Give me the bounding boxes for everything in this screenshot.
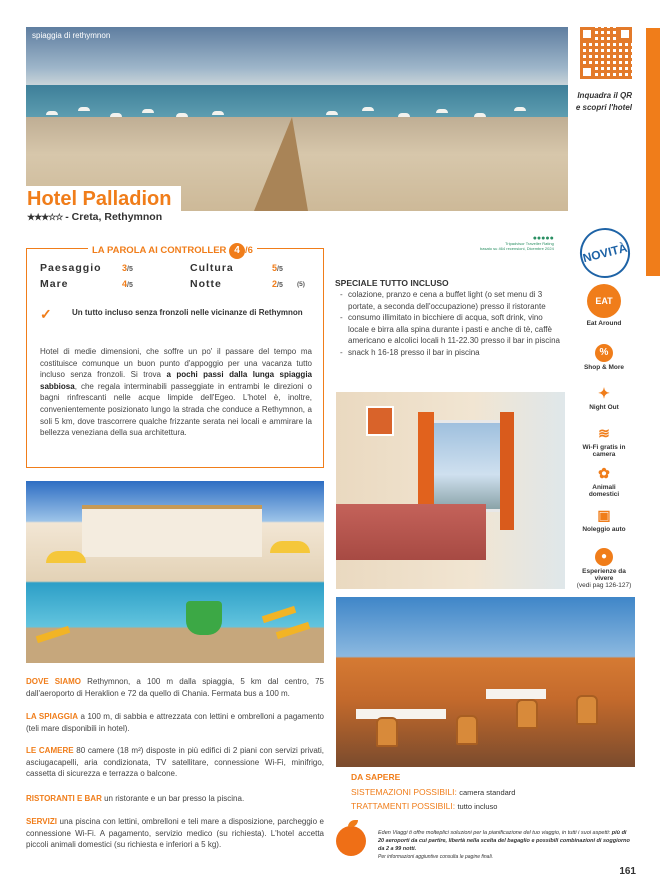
section-tab	[646, 28, 660, 276]
controller-title: LA PAROLA AI CONTROLLER 4 /6	[88, 243, 257, 259]
photo-caption: spiaggia di rethymnon	[32, 31, 111, 40]
rating-label: Paesaggio	[40, 262, 102, 274]
rating-label: Notte	[190, 278, 222, 290]
eat-around-icon: EAT	[587, 284, 621, 318]
description: Hotel di medie dimensioni, che soffre un po' il passare del tempo ma costituisce comunque un buon punto d'appoggio per una vacanza tutto incluso senza fronzoli. Si trova a pochi passi dalla lunga spiaggia sabbiosa, che regala interminabili passeggiate in entrambi le direzioni o bagni rinfrescanti nelle acque limpide dell'Egeo. L'hotel è, inoltre, convenientemente posizionato lungo la strada che conduce a Rethymnon, a soli 5 km, dove trascorrere qualche frizzante serata nei locali e ammirare la bellezza veneziana della sua architettura.	[40, 347, 312, 438]
rating-label: Cultura	[190, 262, 234, 274]
experience-item: ● Esperienze da vivere (vedi pag 126-127)	[572, 548, 636, 589]
pets-icon: ✿	[598, 465, 610, 481]
experience-icon: ●	[595, 548, 613, 566]
checkmark-icon: ✓	[40, 306, 52, 322]
rating-value: 2/5	[272, 279, 283, 289]
speciale-title: SPECIALE TUTTO INCLUSO	[335, 278, 449, 288]
restaurant-photo	[336, 597, 635, 767]
star-rating-icon: ★★★☆☆	[27, 212, 63, 222]
eden-note: Eden Viaggi ti offre molteplici soluzioni per la pianificazione del tuo viaggio, in tutti i suoi aspetti: più di 20 aeroporti da cui partire, libertà nella scelta del bagaglio e possibili combinazioni di soggiorno da 2 a 99 notti. Per informazioni aggiuntive consulta le pagine finali.	[378, 830, 630, 860]
list-item: - snack h 16-18 presso il bar in piscina	[340, 347, 562, 359]
trattamenti-line: TRATTAMENTI POSSIBILI: tutto incluso	[351, 801, 498, 811]
pool-photo	[26, 481, 324, 663]
page-number: 161	[619, 866, 636, 877]
shop-icon: %	[595, 344, 613, 362]
info-servizi: SERVIZI una piscina con lettini, ombrelloni e teli mare a disposizione, parcheggio e connessione Wi-Fi. A pagamento, servizio medico (su richiesta). L'hotel accetta piccoli animali domestici (su richiesta e inferiori a 5 kg).	[26, 817, 324, 850]
tripadvisor-rating: ●●●●● Tripadvisor Traveller Rating basato su 464 recensioni, Dicembre 2024	[480, 235, 554, 251]
rating-label: Mare	[40, 278, 69, 290]
info-ristoranti: RISTORANTI E BAR un ristorante e un bar presso la piscina.	[26, 794, 245, 803]
novita-badge: NOVITÀ	[575, 223, 636, 284]
wifi-item: ≋ Wi-Fi gratis in camera	[578, 424, 630, 458]
tagline: Un tutto incluso senza fronzoli nelle vicinanze di Rethymnon	[72, 308, 303, 317]
sistemazioni-line: SISTEMAZIONI POSSIBILI: camera standard	[351, 787, 516, 797]
rating-note: (5)	[297, 281, 305, 288]
wifi-icon: ≋	[598, 425, 610, 441]
qr-caption: Inquadra il QR e scopri l'hotel	[575, 91, 632, 112]
hotel-location: - Creta, Rethymnon	[65, 211, 163, 223]
room-photo	[336, 392, 565, 589]
rating-value: 4/5	[122, 279, 133, 289]
list-item: - consumo illimitato in bicchiere di acqua, soft drink, vino locale e birra alla spina durante i pasti e anche di tè, caffè americano e alcolici locali h 11-22.30 presso il bar in piscina	[340, 312, 562, 347]
hotel-title: Hotel Palladion	[24, 186, 181, 211]
tripadvisor-icon: ●●●●●	[532, 235, 554, 242]
info-camere: LE CAMERE 80 camere (18 m²) disposte in più edifici di 2 piani con servizi privati, asciugacapelli, aria condizionata, TV satellitare, connessione Wi-Fi, minifrigo, cassetta di sicurezza e terrazza o balcone.	[26, 746, 324, 779]
qr-code[interactable]	[580, 27, 632, 79]
rating-value: 3/5	[122, 263, 133, 273]
beach-photo	[26, 27, 568, 211]
eat-around-item: EAT Eat Around	[578, 284, 630, 327]
car-icon: ▣	[597, 507, 611, 523]
pets-item: ✿ Animali domestici	[578, 464, 630, 498]
shop-item: % Shop & More	[578, 344, 630, 371]
list-item: - colazione, pranzo e cena a buffet light (o set menu di 3 portate, a seconda dell'occupazione) presso il ristorante	[340, 289, 562, 312]
car-rental-item: ▣ Noleggio auto	[578, 506, 630, 533]
rating-value: 5/5	[272, 263, 283, 273]
da-sapere-title: DA SAPERE	[351, 772, 401, 782]
score-badge: 4	[229, 243, 245, 259]
night-out-item: ✦ Night Out	[578, 384, 630, 411]
night-out-icon: ✦	[598, 385, 610, 401]
speciale-list	[340, 289, 562, 359]
icons-reference: (vedi pag 126-127)	[576, 582, 632, 589]
info-spiaggia: LA SPIAGGIA a 100 m, di sabbia e attrezzata con lettini e ombrelloni a pagamento (teli mare disponibili in hotel).	[26, 712, 324, 733]
hotel-subtitle	[27, 211, 162, 223]
orange-icon	[336, 826, 366, 856]
info-dove-siamo: DOVE SIAMO Rethymnon, a 100 m dalla spiaggia, 5 km dal centro, 75 dall'aeroporto di Heraklion e 72 da quello di Chania. Fermata bus a 100 m.	[26, 677, 324, 698]
